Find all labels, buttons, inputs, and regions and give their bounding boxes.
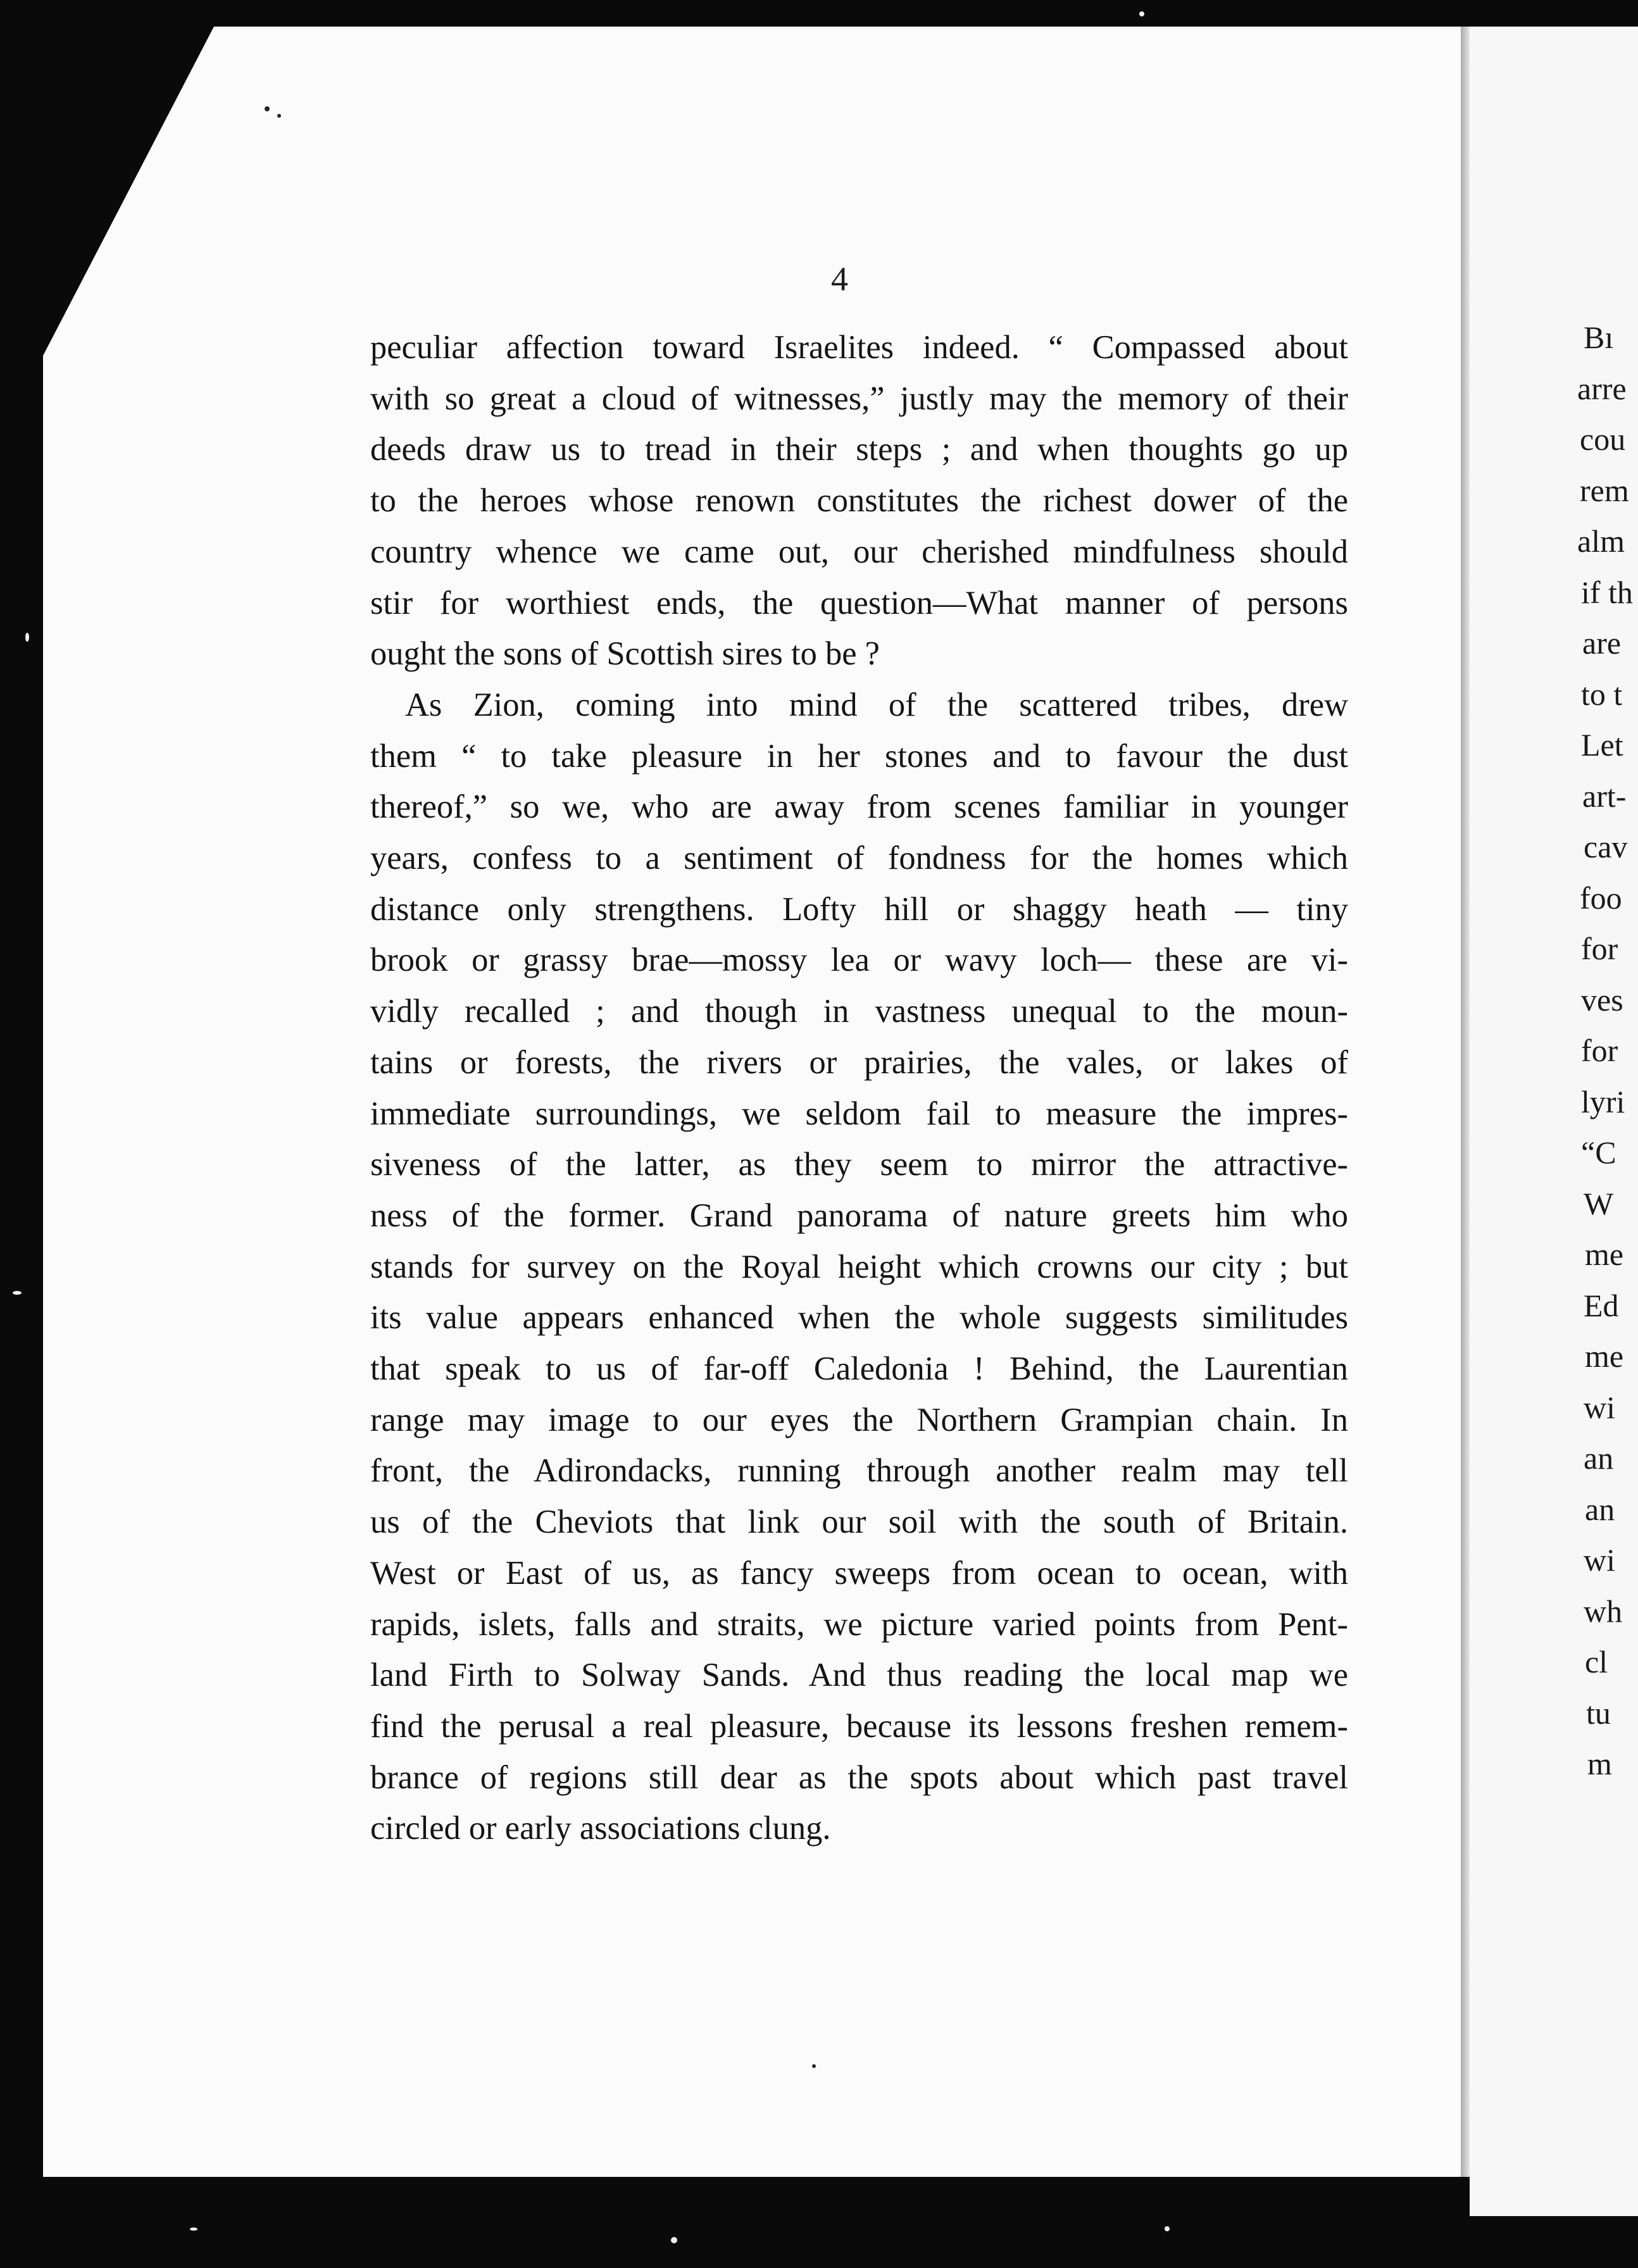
facing-page-fragment: for (1581, 931, 1618, 966)
scan-speck (190, 2228, 197, 2231)
text-line: that speak to us of far-off Caledonia ! Behind, the Laurentian (370, 1350, 1348, 1387)
scan-speck (812, 2064, 816, 2068)
text-line: As Zion, coming into mind of the scattered tribes, drew (405, 687, 1348, 723)
facing-page-fragment: alm (1577, 523, 1625, 559)
scan-speck (1165, 2226, 1170, 2231)
text-line: ought the sons of Scottish sires to be ? (370, 635, 880, 672)
facing-page-fragment: rem (1580, 473, 1629, 508)
text-line: peculiar affection toward Israelites indeed. “ Compassed about (370, 329, 1348, 366)
text-line: circled or early associations clung. (370, 1810, 831, 1847)
text-line: range may image to our eyes the Northern Grampian chain. In (370, 1402, 1348, 1438)
text-line: country whence we came out, our cherished mindfulness should (370, 533, 1348, 570)
facing-page-fragment: if th (1581, 575, 1633, 610)
facing-page-fragment: ves (1581, 982, 1623, 1018)
facing-page-fragment: for (1581, 1033, 1618, 1068)
facing-page-fragment: foo (1580, 880, 1622, 916)
text-line: its value appears enhanced when the whole suggests similitudes (370, 1299, 1348, 1336)
text-line: brance of regions still dear as the spots about which past travel (370, 1759, 1348, 1796)
facing-page-fragment: tu (1586, 1695, 1611, 1731)
text-line: stands for survey on the Royal height which crowns our city ; but (370, 1249, 1348, 1285)
facing-page (1470, 27, 1638, 2216)
text-line: years, confess to a sentiment of fondness for the homes which (370, 840, 1348, 876)
scan-speck (265, 106, 270, 111)
text-line: brook or grassy brae—mossy lea or wavy loch— these are vi- (370, 942, 1348, 978)
page-number: 4 (831, 260, 848, 298)
facing-page-fragment: are (1582, 625, 1622, 661)
text-line: land Firth to Solway Sands. And thus reading the local map we (370, 1657, 1348, 1693)
scan-speck (13, 1291, 22, 1295)
text-line: deeds draw us to tread in their steps ; and when thoughts go up (370, 431, 1348, 468)
text-line: thereof,” so we, who are away from scenes familiar in younger (370, 788, 1348, 825)
facing-page-fragment: me (1585, 1237, 1624, 1272)
text-line: with so great a cloud of witnesses,” justly may the memory of their (370, 380, 1348, 417)
scan-speck (25, 633, 29, 642)
text-line: vidly recalled ; and though in vastness unequal to the moun- (370, 993, 1348, 1030)
facing-page-fragment: an (1585, 1492, 1615, 1527)
text-line: tains or forests, the rivers or prairies, the vales, or lakes of (370, 1044, 1348, 1081)
facing-page-fragment: me (1585, 1338, 1624, 1374)
facing-page-fragment: “C (1581, 1135, 1616, 1170)
text-line: front, the Adirondacks, running through another realm may tell (370, 1452, 1348, 1489)
text-line: find the perusal a real pleasure, because its lessons freshen remem- (370, 1708, 1348, 1745)
facing-page-fragment: to t (1581, 676, 1623, 712)
facing-page-fragment: m (1587, 1746, 1612, 1781)
text-line: us of the Cheviots that link our soil with the south of Britain. (370, 1504, 1348, 1540)
facing-page-fragment: an (1584, 1440, 1614, 1476)
facing-page-fragment: cl (1585, 1644, 1608, 1679)
scan-speck (671, 2237, 677, 2243)
facing-page-fragment: arre (1577, 371, 1627, 406)
facing-page-fragment: Bı (1584, 320, 1614, 355)
text-line: stir for worthiest ends, the question—What manner of persons (370, 585, 1348, 621)
text-line: West or East of us, as fancy sweeps from ocean to ocean, with (370, 1555, 1348, 1592)
text-line: immediate surroundings, we seldom fail to measure the impres- (370, 1095, 1348, 1132)
text-line: them “ to take pleasure in her stones and to favour the dust (370, 738, 1348, 775)
text-line: to the heroes whose renown constitutes the richest dower of the (370, 482, 1348, 519)
facing-page-fragment: wi (1584, 1542, 1615, 1578)
facing-page-fragment: cou (1580, 421, 1626, 457)
facing-page-fragment: Ed (1584, 1288, 1619, 1323)
facing-page-fragment: W (1584, 1186, 1614, 1221)
scan-speck (1139, 11, 1144, 16)
facing-page-fragment: lyri (1581, 1084, 1625, 1119)
facing-page-fragment: Let (1581, 727, 1623, 763)
facing-page-fragment: wh (1584, 1593, 1623, 1629)
text-line: siveness of the latter, as they seem to mirror the attractive- (370, 1146, 1348, 1183)
text-line: rapids, islets, falls and straits, we picture varied points from Pent- (370, 1606, 1348, 1643)
text-line: ness of the former. Grand panorama of nature greets him who (370, 1197, 1348, 1234)
facing-page-fragment: art- (1582, 778, 1627, 814)
facing-page-fragment: wi (1584, 1390, 1615, 1425)
text-line: distance only strengthens. Lofty hill or shaggy heath — tiny (370, 891, 1348, 928)
scan-speck (277, 114, 281, 118)
facing-page-fragment: cav (1584, 829, 1628, 864)
